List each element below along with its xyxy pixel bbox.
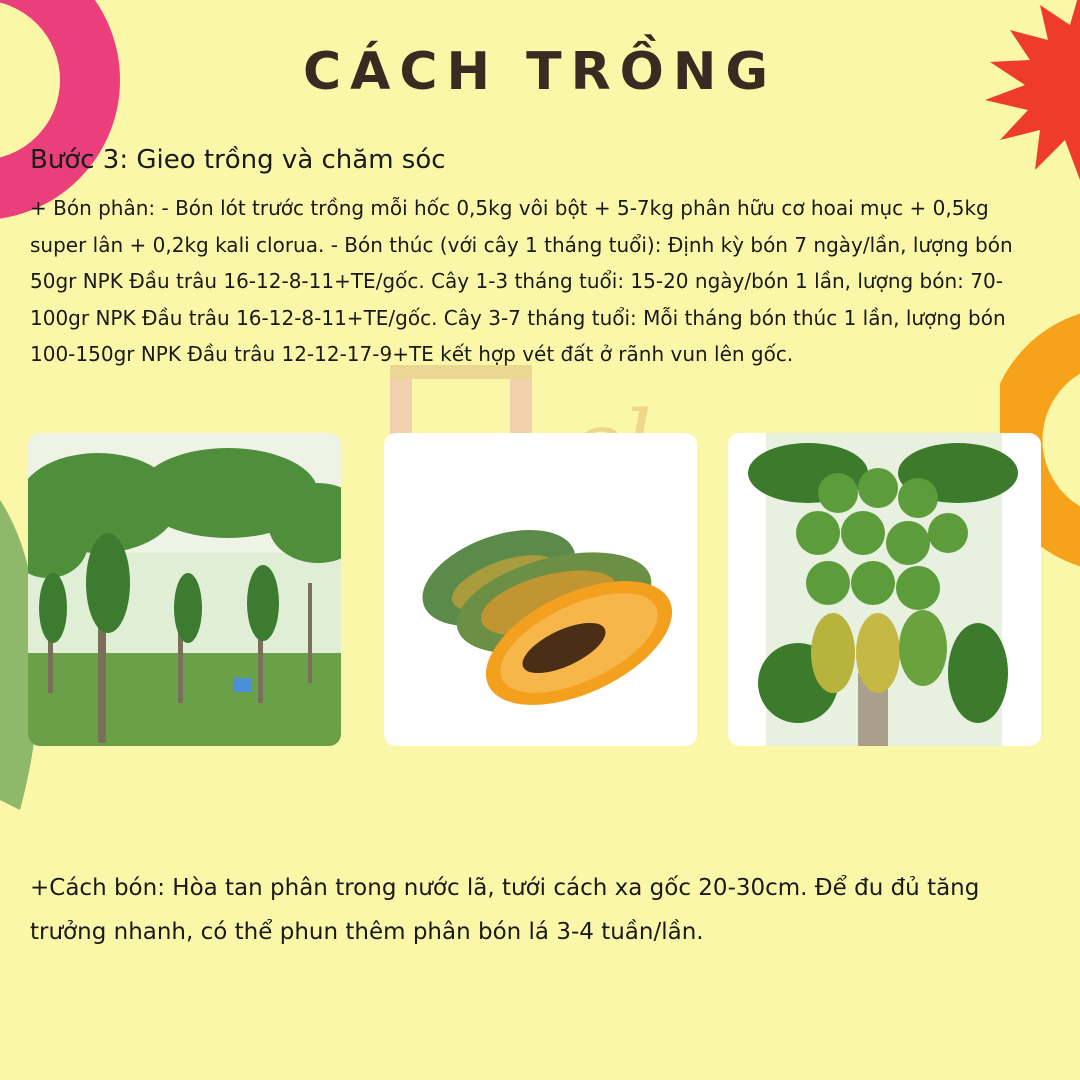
papaya-fruit-photo: [384, 433, 697, 746]
papaya-orchard-photo: [28, 433, 341, 746]
fertilizing-paragraph: + Bón phân: - Bón lót trước trồng mỗi hốc 0,5kg vôi bột + 5-7kg phân hữu cơ hoai mục + 0,5kg super lân + 0,2kg kali clorua. - Bón thúc (với cây 1 tháng tuổi): Định kỳ bón 7 ngày/lần, lượng bón 50gr NPK Đầu trâu 16-12-8-11+TE/gốc. Cây 1-3 tháng tuổi: 15-20 ngày/bón 1 lần, lượng bón: 70-100gr NPK Đầu trâu 16-12-8-11+TE/gốc. Cây 3-7 tháng tuổi: Mỗi tháng bón thúc 1 lần, lượng bón 100-150gr NPK Đầu trâu 12-12-17-9+TE kết hợp vét đất ở rãnh vun lên gốc.: [30, 196, 1013, 366]
page-title: CÁCH TRỒNG: [302, 42, 778, 102]
step-heading: Bước 3: Gieo trồng và chăm sóc: [30, 145, 446, 175]
pink-ring-decoration: [0, 0, 120, 220]
papaya-tree-photo: [728, 433, 1041, 746]
fertilizing-method-paragraph: +Cách bón: Hòa tan phân trong nước lã, tưới cách xa gốc 20-30cm. Để đu đủ tăng trưởng nhanh, có thể phun thêm phân bón lá 3-4 tuần/lần.: [30, 875, 980, 945]
